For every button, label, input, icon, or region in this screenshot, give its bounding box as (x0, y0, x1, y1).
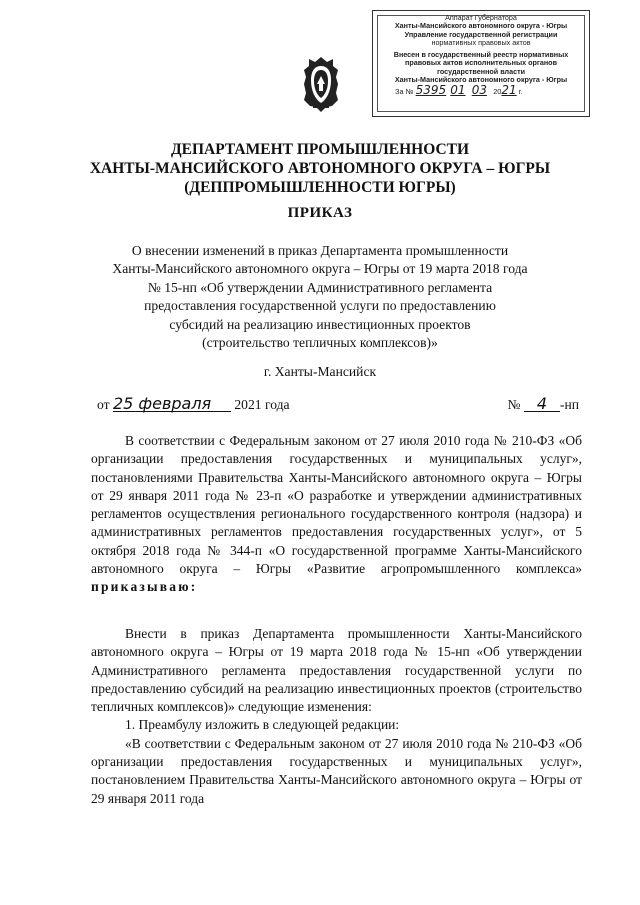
stamp-reg-suffix: г. (518, 87, 523, 97)
preamble-text: В соответствии с Федеральным законом от 27 июля 2010 года № 210-ФЗ «Об организации предоставления государственных и муниципальных услуг», постановлениями Правительства Ханты-Мансийского автономного округа – Югры от 29 января 2011 года № 23-п «О разработке и утверждении административных регламентов осуществления регионального государственного контроля (надзора) и административных регламентов предоставления государственных услуг», от 5 октября 2018 года № 344-п «О государственной программе Ханты-Мансийского автономного округа – Югры «Развитие агропромышленного комплекса» (91, 433, 582, 577)
subject-line: № 15-нп «Об утверждении Административного регламента (147, 279, 493, 295)
department-title: ДЕПАРТАМЕНТ ПРОМЫШЛЕННОСТИ (170, 141, 470, 158)
stamp-line: нормативных правовых актов (431, 37, 531, 47)
subject-line: О внесении изменений в приказ Департамента промышленности (131, 243, 509, 258)
order-subject (80, 242, 560, 352)
stamp-line: Ханты-Мансийского автономного округа - Югры (394, 21, 568, 31)
amendment-item-1: 1. Преамбулу изложить в следующей редакции: (125, 717, 400, 733)
stamp-reg-year-prefix: 20 (493, 87, 502, 97)
stamp-reg-prefix: За № (395, 87, 414, 97)
registration-stamp (372, 10, 590, 117)
stamp-reg-number: 5395 (415, 83, 447, 98)
subject-line: предоставления государственной услуги по предоставлению (144, 298, 496, 314)
stamp-line: Ханты-Мансийского автономного округа - Югры (394, 75, 568, 85)
preamble-paragraph (91, 432, 582, 597)
city: г. Ханты-Мансийск (263, 364, 377, 379)
date-year: 2021 года (234, 397, 290, 412)
number-suffix: -нп (559, 397, 579, 412)
stamp-registration-line (373, 83, 589, 98)
stamp-line: Аппарат Губернатора (445, 13, 517, 22)
stamp-reg-year: 21 (501, 83, 517, 98)
new-preamble-text: «В соответствии с Федеральным законом от 27 июля 2010 года № 210-ФЗ «Об организации предоставления государственных и муниципальных услуг», постановлением Правительства Ханты-Мансийского автономного округа – Югры от 29 января 2011 года (91, 735, 582, 806)
subject-line: Ханты-Мансийского автономного округа – Югры от 19 марта 2018 года (112, 261, 528, 277)
amendment-text: Внести в приказ Департамента промышленности Ханты-Мансийского автономного округа – Югры от 19 марта 2018 года № 15-нп «Об утверждении Административного регламента предоставления государственной услуги по предоставлению субсидий на реализацию инвестиционных проектов (строительство тепличных комплексов)» следующие изменения: (91, 626, 582, 715)
date-block (97, 394, 290, 413)
number-label: № (507, 397, 521, 412)
stamp-line: Управление государственной регистрации (404, 29, 558, 39)
stamp-line: государственной власти (436, 66, 526, 76)
stamp-line: правовых актов исполнительных органов (404, 58, 557, 68)
document-type-title: ПРИКАЗ (287, 205, 353, 221)
department-title: ХАНТЫ-МАНСИЙСКОГО АВТОНОМНОГО ОКРУГА – ЮГРЫ (89, 160, 551, 177)
handwritten-date: 25 февраля (113, 397, 231, 412)
date-from-label: от (97, 397, 110, 412)
order-command: приказываю: (91, 579, 198, 595)
subject-line: (строительство тепличных комплексов)» (202, 335, 438, 351)
handwritten-number: 4 (524, 397, 560, 412)
coat-of-arms-icon (300, 54, 342, 114)
department-short-title: (ДЕППРОМЫШЛЕННОСТИ ЮГРЫ) (184, 179, 456, 196)
stamp-reg-month: 03 (471, 83, 488, 98)
stamp-reg-day: 01 (450, 83, 466, 98)
subject-line: субсидий на реализацию инвестиционных проектов (169, 316, 471, 332)
stamp-line: Внесен в государственный реестр нормативных (393, 50, 569, 60)
amendment-paragraph (91, 625, 582, 808)
number-block (507, 394, 579, 413)
